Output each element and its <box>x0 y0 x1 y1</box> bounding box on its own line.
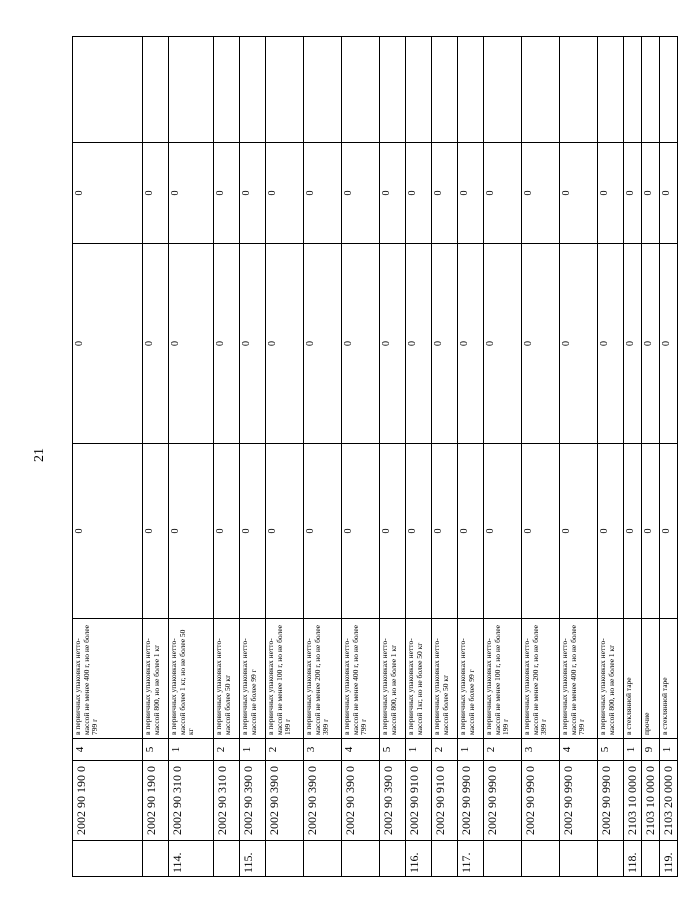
table-row <box>598 37 624 877</box>
commodity-code: 2002 90 390 0 <box>240 761 266 841</box>
table-row <box>380 37 406 877</box>
sub-code: 4 <box>73 739 143 761</box>
value-cell: 0 <box>380 244 406 444</box>
value-cell: 0 <box>484 143 522 244</box>
value-cell: 0 <box>458 244 484 444</box>
row-number <box>73 841 143 877</box>
row-number: 114. <box>169 841 214 877</box>
value-cell: 0 <box>169 143 214 244</box>
value-cell: 0 <box>522 143 560 244</box>
value-cell: 0 <box>214 143 240 244</box>
empty-cell <box>642 37 660 143</box>
row-number: 119. <box>660 841 678 877</box>
value-cell: 0 <box>214 244 240 444</box>
sub-code: 3 <box>522 739 560 761</box>
value-cell: 0 <box>143 444 169 619</box>
commodity-code: 2002 90 990 0 <box>598 761 624 841</box>
row-number <box>522 841 560 877</box>
table-row <box>73 37 143 877</box>
value-cell: 0 <box>143 143 169 244</box>
table-row <box>484 37 522 877</box>
description: в первичных упаковках нетто-массой 800, но не более 1 кг <box>143 619 169 739</box>
value-cell: 0 <box>598 143 624 244</box>
value-cell: 0 <box>342 244 380 444</box>
sub-code: 1 <box>169 739 214 761</box>
value-cell: 0 <box>624 444 642 619</box>
description: в первичных упаковках нетто-массой не менее 200 г, но не более 399 г <box>522 619 560 739</box>
row-number <box>342 841 380 877</box>
empty-cell <box>432 37 458 143</box>
page-number: 21 <box>32 448 47 462</box>
value-cell: 0 <box>660 444 678 619</box>
commodity-code: 2002 90 990 0 <box>560 761 598 841</box>
description: в первичных упаковках нетто-массой не менее 400 г, но не более 799 г <box>342 619 380 739</box>
description: в первичных упаковках нетто-массой не менее 400 г, но не более 799 г <box>73 619 143 739</box>
empty-cell <box>240 37 266 143</box>
empty-cell <box>214 37 240 143</box>
row-number <box>380 841 406 877</box>
value-cell: 0 <box>240 444 266 619</box>
table-row <box>642 37 660 877</box>
value-cell: 0 <box>73 143 143 244</box>
empty-cell <box>406 37 432 143</box>
table-row <box>458 37 484 877</box>
value-cell: 0 <box>484 444 522 619</box>
sub-code: 5 <box>598 739 624 761</box>
value-cell: 0 <box>560 244 598 444</box>
table-row <box>432 37 458 877</box>
description: в первичных упаковках нетто-массой не более 99 г <box>458 619 484 739</box>
value-cell: 0 <box>624 143 642 244</box>
value-cell: 0 <box>522 244 560 444</box>
value-cell: 0 <box>240 244 266 444</box>
empty-cell <box>169 37 214 143</box>
table-row <box>522 37 560 877</box>
value-cell: 0 <box>598 444 624 619</box>
row-number <box>143 841 169 877</box>
empty-cell <box>266 37 304 143</box>
table-row <box>624 37 642 877</box>
table-row <box>304 37 342 877</box>
table-row <box>214 37 240 877</box>
row-number <box>266 841 304 877</box>
description: в первичных упаковках нетто-массой не менее 400 г, но не более 799 г <box>560 619 598 739</box>
row-number <box>560 841 598 877</box>
value-cell: 0 <box>169 444 214 619</box>
value-cell: 0 <box>266 444 304 619</box>
value-cell: 0 <box>458 444 484 619</box>
value-cell: 0 <box>642 444 660 619</box>
sub-code: 2 <box>484 739 522 761</box>
value-cell: 0 <box>560 444 598 619</box>
table-row <box>143 37 169 877</box>
commodity-code: 2002 90 390 0 <box>266 761 304 841</box>
value-cell: 0 <box>304 143 342 244</box>
row-number: 118. <box>624 841 642 877</box>
commodity-code: 2002 90 390 0 <box>304 761 342 841</box>
commodity-code: 2002 90 310 0 <box>169 761 214 841</box>
value-cell: 0 <box>73 444 143 619</box>
row-number: 115. <box>240 841 266 877</box>
sub-code: 5 <box>380 739 406 761</box>
table-row <box>169 37 214 877</box>
empty-cell <box>342 37 380 143</box>
sub-code: 4 <box>342 739 380 761</box>
value-cell: 0 <box>266 244 304 444</box>
description: прочие <box>642 619 660 739</box>
description: в первичных упаковках нетто-массой не более 99 г <box>240 619 266 739</box>
sub-code: 2 <box>266 739 304 761</box>
table-row <box>266 37 304 877</box>
row-number <box>304 841 342 877</box>
value-cell: 0 <box>406 444 432 619</box>
commodity-code: 2002 90 910 0 <box>432 761 458 841</box>
description: в первичных упаковках нетто-массой 800, но не более 1 кг <box>598 619 624 739</box>
value-cell: 0 <box>240 143 266 244</box>
sub-code: 2 <box>214 739 240 761</box>
value-cell: 0 <box>484 244 522 444</box>
commodity-code: 2002 90 190 0 <box>73 761 143 841</box>
value-cell: 0 <box>342 444 380 619</box>
value-cell: 0 <box>214 444 240 619</box>
tariff-table <box>72 36 678 877</box>
description: в первичных упаковках нетто-массой 1кг, но не более 50 кг <box>406 619 432 739</box>
value-cell: 0 <box>522 444 560 619</box>
table-row <box>660 37 678 877</box>
commodity-code: 2002 90 310 0 <box>214 761 240 841</box>
description: в первичных упаковках нетто-массой более 50 кг <box>214 619 240 739</box>
description: в первичных упаковках нетто-массой не менее 100 г, но не более 199 г <box>484 619 522 739</box>
description: в первичных упаковках нетто-массой более 1 кг, но не более 50 кг <box>169 619 214 739</box>
sub-code: 3 <box>304 739 342 761</box>
description: в стеклянной таре <box>624 619 642 739</box>
sub-code: 1 <box>660 739 678 761</box>
value-cell: 0 <box>380 143 406 244</box>
commodity-code: 2103 20 000 0 <box>660 761 678 841</box>
value-cell: 0 <box>458 143 484 244</box>
table-row <box>560 37 598 877</box>
value-cell: 0 <box>143 244 169 444</box>
commodity-code: 2103 10 000 0 <box>624 761 642 841</box>
value-cell: 0 <box>432 244 458 444</box>
empty-cell <box>560 37 598 143</box>
commodity-code: 2002 90 390 0 <box>380 761 406 841</box>
row-number <box>642 841 660 877</box>
sub-code: 9 <box>642 739 660 761</box>
sub-code: 2 <box>432 739 458 761</box>
table-row <box>342 37 380 877</box>
commodity-code: 2002 90 390 0 <box>342 761 380 841</box>
description: в первичных упаковках нетто-массой не менее 200 г, но не более 399 г <box>304 619 342 739</box>
commodity-code: 2002 90 990 0 <box>484 761 522 841</box>
sub-code: 1 <box>624 739 642 761</box>
value-cell: 0 <box>380 444 406 619</box>
empty-cell <box>522 37 560 143</box>
value-cell: 0 <box>598 244 624 444</box>
value-cell: 0 <box>169 244 214 444</box>
row-number <box>484 841 522 877</box>
value-cell: 0 <box>304 244 342 444</box>
sub-code: 1 <box>240 739 266 761</box>
sub-code: 5 <box>143 739 169 761</box>
empty-cell <box>624 37 642 143</box>
empty-cell <box>598 37 624 143</box>
empty-cell <box>660 37 678 143</box>
empty-cell <box>458 37 484 143</box>
commodity-code: 2002 90 990 0 <box>458 761 484 841</box>
description: в первичных упаковках нетто-массой более 50 кг <box>432 619 458 739</box>
value-cell: 0 <box>266 143 304 244</box>
row-number <box>214 841 240 877</box>
rotated-table-container <box>72 37 675 877</box>
description: в первичных упаковках нетто-массой не менее 100 г, но не более 199 г <box>266 619 304 739</box>
value-cell: 0 <box>660 143 678 244</box>
sub-code: 4 <box>560 739 598 761</box>
empty-cell <box>143 37 169 143</box>
value-cell: 0 <box>624 244 642 444</box>
value-cell: 0 <box>432 444 458 619</box>
table-row <box>240 37 266 877</box>
empty-cell <box>380 37 406 143</box>
description: в первичных упаковках нетто-массой 800, но не более 1 кг <box>380 619 406 739</box>
empty-cell <box>73 37 143 143</box>
value-cell: 0 <box>560 143 598 244</box>
commodity-code: 2103 10 000 0 <box>642 761 660 841</box>
value-cell: 0 <box>73 244 143 444</box>
value-cell: 0 <box>432 143 458 244</box>
value-cell: 0 <box>406 143 432 244</box>
sub-code: 1 <box>406 739 432 761</box>
row-number <box>598 841 624 877</box>
value-cell: 0 <box>406 244 432 444</box>
row-number: 116. <box>406 841 432 877</box>
table-row <box>406 37 432 877</box>
empty-cell <box>484 37 522 143</box>
value-cell: 0 <box>342 143 380 244</box>
empty-cell <box>304 37 342 143</box>
commodity-code: 2002 90 910 0 <box>406 761 432 841</box>
sub-code: 1 <box>458 739 484 761</box>
value-cell: 0 <box>642 244 660 444</box>
description: в стеклянной таре <box>660 619 678 739</box>
value-cell: 0 <box>642 143 660 244</box>
commodity-code: 2002 90 190 0 <box>143 761 169 841</box>
row-number <box>432 841 458 877</box>
row-number: 117. <box>458 841 484 877</box>
commodity-code: 2002 90 990 0 <box>522 761 560 841</box>
table-body <box>73 37 678 877</box>
value-cell: 0 <box>304 444 342 619</box>
value-cell: 0 <box>660 244 678 444</box>
